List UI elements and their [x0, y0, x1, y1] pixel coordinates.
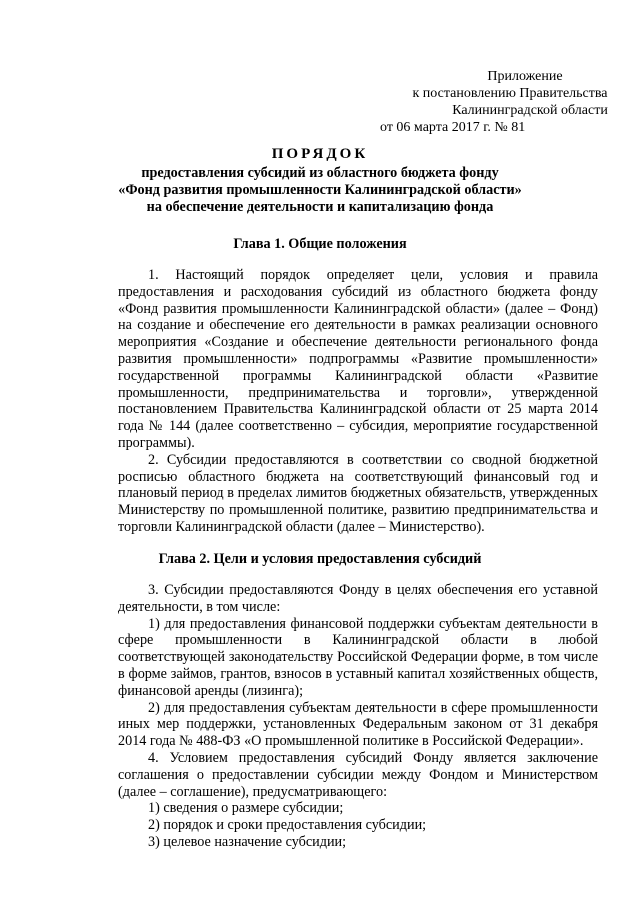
title-line-2: «Фонд развития промышленности Калининградской области» — [118, 182, 522, 198]
paragraph-4: 4. Условием предоставления субсидий Фонду является заключение соглашения о предоставлении субсидии между Фондом и Министерством (далее – соглашение), предусматривающего: — [118, 749, 598, 800]
paragraph-4-item-3: 3) целевое назначение субсидии; — [148, 833, 347, 850]
title-line-1: предоставления субсидий из областного бюджета фонду — [141, 165, 499, 181]
paragraph-4-item-2: 2) порядок и сроки предоставления субсидии; — [148, 817, 427, 834]
title-line-3: на обеспечение деятельности и капитализацию фонда — [146, 199, 494, 215]
appendix-header — [380, 68, 630, 136]
paragraph-4-item-1: 1) сведения о размере субсидии; — [148, 800, 344, 817]
chapter-2-heading: Глава 2. Цели и условия предоставления субсидий — [158, 551, 482, 567]
chapter-2-body — [118, 582, 598, 851]
chapter-1-body — [118, 267, 598, 536]
paragraph-2: 2. Субсидии предоставляются в соответствии со сводной бюджетной росписью областного бюджета на соответствующий финансовый год и плановый период в пределах лимитов бюджетных обязательств, утвержденных Министерству по промышленной политике, развитию предпринимательства и торговли Калининградской области (далее – Министерство). — [118, 451, 598, 535]
appendix-line-1: Приложение — [487, 69, 563, 84]
appendix-line-2: к постановлению Правительства — [412, 86, 608, 101]
paragraph-3: 3. Субсидии предоставляются Фонду в целях обеспечения его уставной деятельности, в том числе: — [118, 582, 598, 615]
chapter-1-heading: Глава 1. Общие положения — [233, 236, 407, 252]
paragraph-3-item-2: 2) для предоставления субъектам деятельности в сфере промышленности иных мер поддержки, установленных Федеральным законом от 31 декабря 2014 года № 488-ФЗ «О промышленной политике в Российской Федерации». — [118, 699, 598, 750]
appendix-line-3: Калининградской области — [452, 103, 608, 118]
paragraph-3-item-1: 1) для предоставления финансовой поддержки субъектам деятельности в сфере промышленности в Калининградской области в любой соответствующей законодательству Российской Федерации форме, в том числе в форме займов, грантов, взносов в уставный капитал хозяйственных обществ, финансовой аренды (лизинга); — [118, 615, 598, 699]
appendix-date-line: от 06 марта 2017 г. № 81 — [380, 120, 526, 135]
document-title — [100, 146, 540, 216]
title-main: ПОРЯДОК — [271, 146, 369, 162]
paragraph-1: 1. Настоящий порядок определяет цели, условия и правила предоставления и расходования субсидий из областного бюджета фонду «Фонд развития промышленности Калининградской области» (далее – Фонд) на создание и обеспечение его деятельности в рамках реализации основного мероприятия «Создание и обеспечение деятельности регионального фонда развития промышленности» подпрограммы «Развитие промышленности» государственной программы Калининградской области «Развитие промышленности, предпринимательства и торговли», утвержденной постановлением Правительства Калининградской области от 25 марта 2014 года № 144 (далее соответственно – субсидия, мероприятие государственной программы). — [118, 267, 598, 451]
